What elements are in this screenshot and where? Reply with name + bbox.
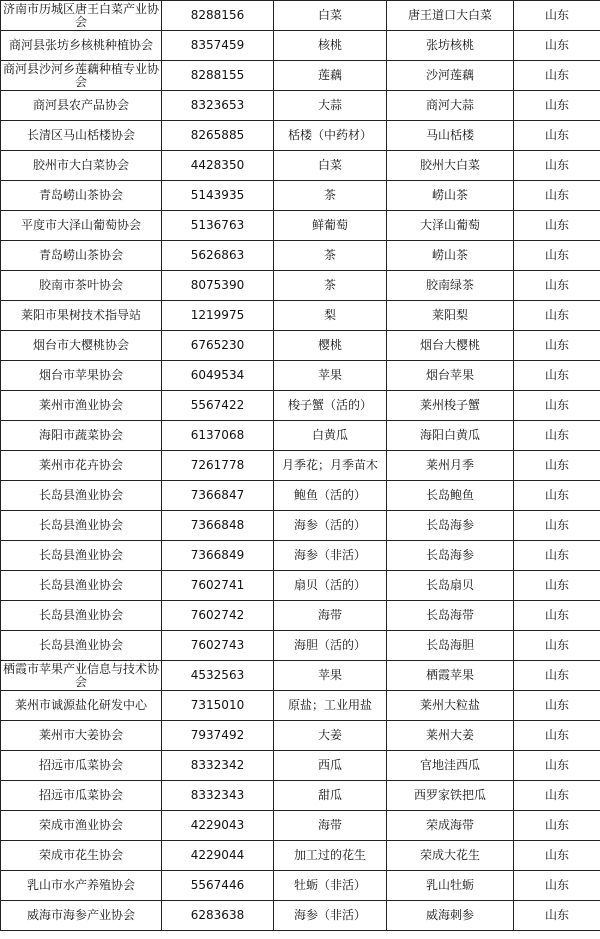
goods-cell: 扇贝（活的） xyxy=(274,571,387,601)
mark-name-cell: 乳山牡蛎 xyxy=(387,871,514,901)
table-row xyxy=(1,361,600,391)
registration-number-cell: 6765230 xyxy=(162,331,274,361)
table-row xyxy=(1,661,600,691)
province-cell: 山东 xyxy=(514,541,600,571)
registrant-cell: 商河县沙河乡莲藕种植专业协会 xyxy=(1,61,162,91)
registration-number-cell: 7261778 xyxy=(162,451,274,481)
table-row xyxy=(1,781,600,811)
registration-number-cell: 7602743 xyxy=(162,631,274,661)
registrant-cell: 栖霞市苹果产业信息与技术协会 xyxy=(1,661,162,691)
registrant-cell: 平度市大泽山葡萄协会 xyxy=(1,211,162,241)
province-cell: 山东 xyxy=(514,901,600,931)
mark-name-cell: 莱阳梨 xyxy=(387,301,514,331)
mark-name-cell: 烟台大樱桃 xyxy=(387,331,514,361)
registrant-cell: 长清区马山栝楼协会 xyxy=(1,121,162,151)
goods-cell: 月季花；月季苗木 xyxy=(274,451,387,481)
registrant-cell: 胶南市茶叶协会 xyxy=(1,271,162,301)
province-cell: 山东 xyxy=(514,781,600,811)
province-cell: 山东 xyxy=(514,871,600,901)
goods-cell: 海胆（活的） xyxy=(274,631,387,661)
table-row xyxy=(1,451,600,481)
province-cell: 山东 xyxy=(514,91,600,121)
mark-name-cell: 唐王道口大白菜 xyxy=(387,1,514,31)
mark-name-cell: 烟台苹果 xyxy=(387,361,514,391)
goods-cell: 牡蛎（非活） xyxy=(274,871,387,901)
province-cell: 山东 xyxy=(514,481,600,511)
province-cell: 山东 xyxy=(514,331,600,361)
registrant-cell: 长岛县渔业协会 xyxy=(1,541,162,571)
mark-name-cell: 胶州大白菜 xyxy=(387,151,514,181)
province-cell: 山东 xyxy=(514,631,600,661)
registrant-cell: 莱州市诚源盐化研发中心 xyxy=(1,691,162,721)
table-row xyxy=(1,571,600,601)
registration-number-cell: 8332342 xyxy=(162,751,274,781)
goods-cell: 西瓜 xyxy=(274,751,387,781)
registration-number-cell: 7366849 xyxy=(162,541,274,571)
province-cell: 山东 xyxy=(514,61,600,91)
registrant-cell: 青岛崂山茶协会 xyxy=(1,181,162,211)
registration-number-cell: 7366847 xyxy=(162,481,274,511)
goods-cell: 梭子蟹（活的） xyxy=(274,391,387,421)
registration-number-cell: 8288155 xyxy=(162,61,274,91)
goods-cell: 苹果 xyxy=(274,361,387,391)
registrant-cell: 荣成市花生协会 xyxy=(1,841,162,871)
registration-number-cell: 5143935 xyxy=(162,181,274,211)
province-cell: 山东 xyxy=(514,361,600,391)
registration-number-cell: 5567446 xyxy=(162,871,274,901)
mark-name-cell: 荣成海带 xyxy=(387,811,514,841)
registrant-cell: 烟台市大樱桃协会 xyxy=(1,331,162,361)
registration-number-cell: 8265885 xyxy=(162,121,274,151)
mark-name-cell: 莱州梭子蟹 xyxy=(387,391,514,421)
table-row xyxy=(1,121,600,151)
registrant-cell: 商河县农产品协会 xyxy=(1,91,162,121)
mark-name-cell: 长岛海参 xyxy=(387,541,514,571)
registrant-cell: 商河县张坊乡核桃种植协会 xyxy=(1,31,162,61)
table-row xyxy=(1,901,600,931)
mark-name-cell: 官地洼西瓜 xyxy=(387,751,514,781)
table-row xyxy=(1,301,600,331)
mark-name-cell: 马山栝楼 xyxy=(387,121,514,151)
table-row xyxy=(1,871,600,901)
registrant-cell: 莱州市花卉协会 xyxy=(1,451,162,481)
province-cell: 山东 xyxy=(514,301,600,331)
mark-name-cell: 长岛扇贝 xyxy=(387,571,514,601)
table-row xyxy=(1,31,600,61)
mark-name-cell: 长岛海胆 xyxy=(387,631,514,661)
registration-number-cell: 6283638 xyxy=(162,901,274,931)
province-cell: 山东 xyxy=(514,421,600,451)
province-cell: 山东 xyxy=(514,31,600,61)
mark-name-cell: 商河大蒜 xyxy=(387,91,514,121)
mark-name-cell: 海阳白黄瓜 xyxy=(387,421,514,451)
registrant-cell: 长岛县渔业协会 xyxy=(1,601,162,631)
mark-name-cell: 栖霞苹果 xyxy=(387,661,514,691)
table-row xyxy=(1,811,600,841)
goods-cell: 茶 xyxy=(274,241,387,271)
registrant-cell: 莱州市大姜协会 xyxy=(1,721,162,751)
goods-cell: 大姜 xyxy=(274,721,387,751)
registration-number-cell: 8075390 xyxy=(162,271,274,301)
registration-number-cell: 4229044 xyxy=(162,841,274,871)
mark-name-cell: 崂山茶 xyxy=(387,181,514,211)
table-row xyxy=(1,151,600,181)
mark-name-cell: 荣成大花生 xyxy=(387,841,514,871)
goods-cell: 梨 xyxy=(274,301,387,331)
mark-name-cell: 沙河莲藕 xyxy=(387,61,514,91)
province-cell: 山东 xyxy=(514,181,600,211)
province-cell: 山东 xyxy=(514,721,600,751)
registration-number-cell: 6049534 xyxy=(162,361,274,391)
registration-number-cell: 4532563 xyxy=(162,661,274,691)
province-cell: 山东 xyxy=(514,661,600,691)
registrant-cell: 威海市海参产业协会 xyxy=(1,901,162,931)
registrant-cell: 荣成市渔业协会 xyxy=(1,811,162,841)
goods-cell: 甜瓜 xyxy=(274,781,387,811)
registration-number-cell: 5567422 xyxy=(162,391,274,421)
mark-name-cell: 莱州月季 xyxy=(387,451,514,481)
goods-cell: 鲍鱼（活的） xyxy=(274,481,387,511)
registration-number-cell: 1219975 xyxy=(162,301,274,331)
province-cell: 山东 xyxy=(514,751,600,781)
registration-number-cell: 7315010 xyxy=(162,691,274,721)
goods-cell: 原盐；工业用盐 xyxy=(274,691,387,721)
goods-cell: 海参（活的） xyxy=(274,511,387,541)
goods-cell: 海参（非活） xyxy=(274,901,387,931)
mark-name-cell: 西罗家铁把瓜 xyxy=(387,781,514,811)
registration-number-cell: 7937492 xyxy=(162,721,274,751)
mark-name-cell: 莱州大粒盐 xyxy=(387,691,514,721)
province-cell: 山东 xyxy=(514,151,600,181)
goods-cell: 鲜葡萄 xyxy=(274,211,387,241)
table-body xyxy=(1,1,600,931)
mark-name-cell: 莱州大姜 xyxy=(387,721,514,751)
province-cell: 山东 xyxy=(514,391,600,421)
province-cell: 山东 xyxy=(514,1,600,31)
province-cell: 山东 xyxy=(514,841,600,871)
goods-cell: 核桃 xyxy=(274,31,387,61)
table-row xyxy=(1,241,600,271)
table-row xyxy=(1,211,600,241)
goods-cell: 茶 xyxy=(274,181,387,211)
goods-cell: 栝楼（中药材） xyxy=(274,121,387,151)
goods-cell: 大蒜 xyxy=(274,91,387,121)
goods-cell: 海参（非活） xyxy=(274,541,387,571)
mark-name-cell: 崂山茶 xyxy=(387,241,514,271)
registrant-cell: 海阳市蔬菜协会 xyxy=(1,421,162,451)
table-row xyxy=(1,511,600,541)
mark-name-cell: 长岛海带 xyxy=(387,601,514,631)
table-row xyxy=(1,631,600,661)
registration-number-cell: 4428350 xyxy=(162,151,274,181)
registration-number-cell: 7602741 xyxy=(162,571,274,601)
registrant-cell: 乳山市水产养殖协会 xyxy=(1,871,162,901)
table-row xyxy=(1,91,600,121)
registrant-cell: 长岛县渔业协会 xyxy=(1,631,162,661)
registrant-cell: 烟台市苹果协会 xyxy=(1,361,162,391)
table-row xyxy=(1,391,600,421)
registrant-cell: 招远市瓜菜协会 xyxy=(1,781,162,811)
registration-number-cell: 5136763 xyxy=(162,211,274,241)
registrant-cell: 胶州市大白菜协会 xyxy=(1,151,162,181)
goods-cell: 白黄瓜 xyxy=(274,421,387,451)
goods-cell: 白菜 xyxy=(274,1,387,31)
registrant-cell: 莱州市渔业协会 xyxy=(1,391,162,421)
registration-number-cell: 8332343 xyxy=(162,781,274,811)
goods-cell: 樱桃 xyxy=(274,331,387,361)
table-row xyxy=(1,421,600,451)
registrant-cell: 长岛县渔业协会 xyxy=(1,571,162,601)
mark-name-cell: 张坊核桃 xyxy=(387,31,514,61)
registrant-cell: 青岛崂山茶协会 xyxy=(1,241,162,271)
goods-cell: 白菜 xyxy=(274,151,387,181)
table-row xyxy=(1,541,600,571)
province-cell: 山东 xyxy=(514,601,600,631)
registration-number-cell: 7366848 xyxy=(162,511,274,541)
registrant-cell: 莱阳市果树技术指导站 xyxy=(1,301,162,331)
registration-number-cell: 6137068 xyxy=(162,421,274,451)
province-cell: 山东 xyxy=(514,271,600,301)
mark-name-cell: 胶南绿茶 xyxy=(387,271,514,301)
table-row xyxy=(1,601,600,631)
goods-cell: 海带 xyxy=(274,811,387,841)
table-row xyxy=(1,1,600,31)
registration-number-cell: 7602742 xyxy=(162,601,274,631)
registration-number-cell: 5626863 xyxy=(162,241,274,271)
province-cell: 山东 xyxy=(514,511,600,541)
mark-name-cell: 长岛鲍鱼 xyxy=(387,481,514,511)
mark-name-cell: 长岛海参 xyxy=(387,511,514,541)
goods-cell: 茶 xyxy=(274,271,387,301)
goods-cell: 莲藕 xyxy=(274,61,387,91)
province-cell: 山东 xyxy=(514,121,600,151)
registration-number-cell: 4229043 xyxy=(162,811,274,841)
province-cell: 山东 xyxy=(514,451,600,481)
goods-cell: 苹果 xyxy=(274,661,387,691)
registration-number-cell: 8288156 xyxy=(162,1,274,31)
mark-name-cell: 威海刺参 xyxy=(387,901,514,931)
registrant-cell: 招远市瓜菜协会 xyxy=(1,751,162,781)
goods-cell: 海带 xyxy=(274,601,387,631)
province-cell: 山东 xyxy=(514,691,600,721)
registration-number-cell: 8357459 xyxy=(162,31,274,61)
table-row xyxy=(1,691,600,721)
goods-cell: 加工过的花生 xyxy=(274,841,387,871)
province-cell: 山东 xyxy=(514,241,600,271)
table-row xyxy=(1,331,600,361)
registrant-cell: 长岛县渔业协会 xyxy=(1,511,162,541)
table-row xyxy=(1,61,600,91)
mark-name-cell: 大泽山葡萄 xyxy=(387,211,514,241)
table-row xyxy=(1,181,600,211)
table-row xyxy=(1,481,600,511)
registrant-cell: 长岛县渔业协会 xyxy=(1,481,162,511)
table-row xyxy=(1,841,600,871)
province-cell: 山东 xyxy=(514,571,600,601)
table-row xyxy=(1,721,600,751)
province-cell: 山东 xyxy=(514,211,600,241)
table-row xyxy=(1,751,600,781)
registrant-cell: 济南市历城区唐王白菜产业协会 xyxy=(1,1,162,31)
table-row xyxy=(1,271,600,301)
province-cell: 山东 xyxy=(514,811,600,841)
registration-number-cell: 8323653 xyxy=(162,91,274,121)
